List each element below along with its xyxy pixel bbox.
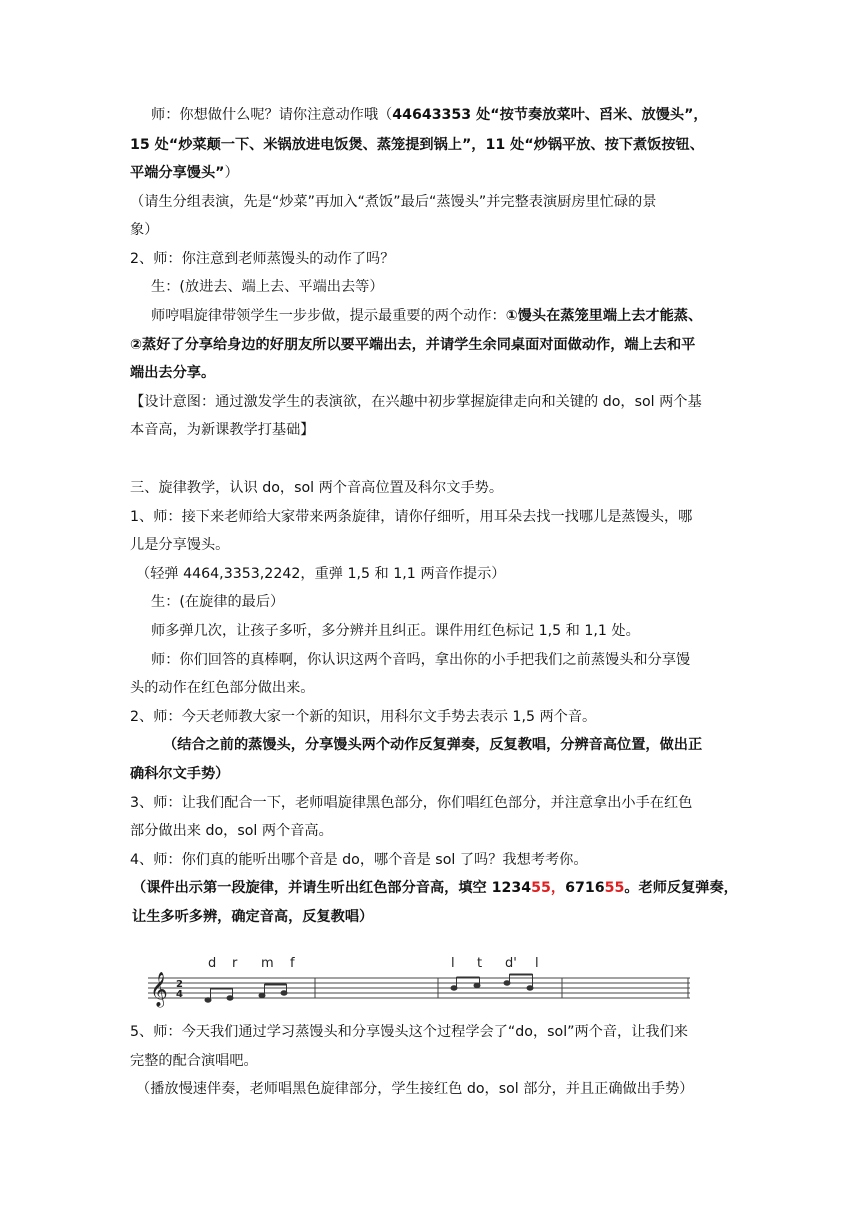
paragraph-line: ②蒸好了分享给身边的好朋友所以要平端出去，并请学生余同桌面对面做动作，端上去和平: [130, 337, 696, 353]
paragraph-line: 【设计意图：通过激发学生的表演欲，在兴趣中初步掌握旋律走向和关键的 do，sol 两个基: [130, 394, 702, 410]
paragraph-line: （轻弹 4464,3353,2242，重弹 1,5 和 1,1 两音作提示）: [136, 566, 506, 582]
treble-clef-icon: 𝄞: [150, 972, 168, 1007]
solfege-label: t: [477, 956, 483, 971]
paragraph-line: 4、师：你们真的能听出哪个音是 do，哪个音是 sol 了吗？我想考考你。: [130, 852, 588, 868]
paragraph-line: （播放慢速伴奏，老师唱黑色旋律部分，学生接红色 do，sol 部分，并且正确做出手势）: [136, 1081, 694, 1097]
paragraph-line: （请生分组表演，先是“炒菜”再加入“煮饭”最后“蒸馒头”并完整表演厨房里忙碌的景: [130, 194, 657, 210]
paragraph-line: 生：(在旋律的最后）: [151, 594, 285, 610]
paragraph-line: 5、师：今天我们通过学习蒸馒头和分享馒头这个过程学会了“do，sol”两个音，让我们来: [130, 1024, 688, 1040]
solfege-label: l: [451, 956, 455, 971]
music-staff: [130, 950, 730, 1010]
paragraph-line: 本音高，为新课教学打基础】: [130, 422, 315, 438]
paragraph-line: 15 处“炒菜颠一下、米锅放进电饭煲、蒸笼提到锅上”，11 处“炒锅平放、按下煮饭按钮、: [130, 137, 704, 153]
paragraph-line: 象）: [130, 222, 159, 238]
solfege-label: m: [261, 956, 274, 971]
paragraph-line: 儿是分享馒头。: [130, 537, 230, 553]
solfege-label: f: [290, 956, 295, 971]
paragraph-line: （结合之前的蒸馒头，分享馒头两个动作反复弹奏，反复教唱，分辨音高位置，做出正: [163, 737, 703, 753]
paragraph-line: 完整的配合演唱吧。: [130, 1053, 258, 1069]
solfege-label: d: [208, 956, 217, 971]
paragraph-line: 3、师：让我们配合一下，老师唱旋律黑色部分，你们唱红色部分，并注意拿出小手在红色: [130, 795, 693, 811]
time-signature-top: 2: [176, 979, 183, 990]
paragraph-line: 确科尔文手势）: [130, 766, 230, 782]
solfege-label: d': [505, 956, 517, 971]
time-signature-bottom: 4: [176, 989, 183, 1000]
paragraph-line: 师哼唱旋律带领学生一步步做，提示最重要的两个动作：①馒头在蒸笼里端上去才能蒸、: [151, 308, 703, 324]
paragraph-line: 1、师：接下来老师给大家带来两条旋律，请你仔细听，用耳朵去找一找哪儿是蒸馒头，哪: [130, 509, 693, 525]
paragraph-line: 平端分享馒头”）: [130, 165, 239, 181]
paragraph-line: 师：你们回答的真棒啊，你认识这两个音吗，拿出你的小手把我们之前蒸馒头和分享馒: [151, 652, 691, 668]
solfege-label: l: [535, 956, 539, 971]
paragraph-line: 师多弹几次，让孩子多听，多分辨并且纠正。课件用红色标记 1,5 和 1,1 处。: [151, 623, 640, 639]
paragraph-line: 让生多听多辨，确定音高，反复教唱）: [132, 909, 374, 925]
solfege-labels: [208, 956, 539, 971]
solfege-label: r: [232, 956, 238, 971]
section-heading: 三、旋律教学，认识 do，sol 两个音高位置及科尔文手势。: [130, 480, 504, 496]
paragraph-line: 师：你想做什么呢？请你注意动作哦（44643353 处“按节奏放菜叶、舀米、放馒头”，: [151, 107, 708, 123]
paragraph-line: 2、师：今天老师教大家一个新的知识，用科尔文手势去表示 1,5 两个音。: [130, 709, 597, 725]
paragraph-line: 端出去分享。: [130, 365, 216, 381]
paragraph-line: 头的动作在红色部分做出来。: [130, 680, 315, 696]
paragraph-line: 2、师：你注意到老师蒸馒头的动作了吗？: [130, 251, 395, 267]
paragraph-line: 生：(放进去、端上去、平端出去等）: [151, 279, 384, 295]
paragraph-line: （课件出示第一段旋律，并请生听出红色部分音高，填空 123455，671655。老师反复弹奏，: [132, 880, 738, 896]
paragraph-line: 部分做出来 do，sol 两个音高。: [130, 823, 333, 839]
